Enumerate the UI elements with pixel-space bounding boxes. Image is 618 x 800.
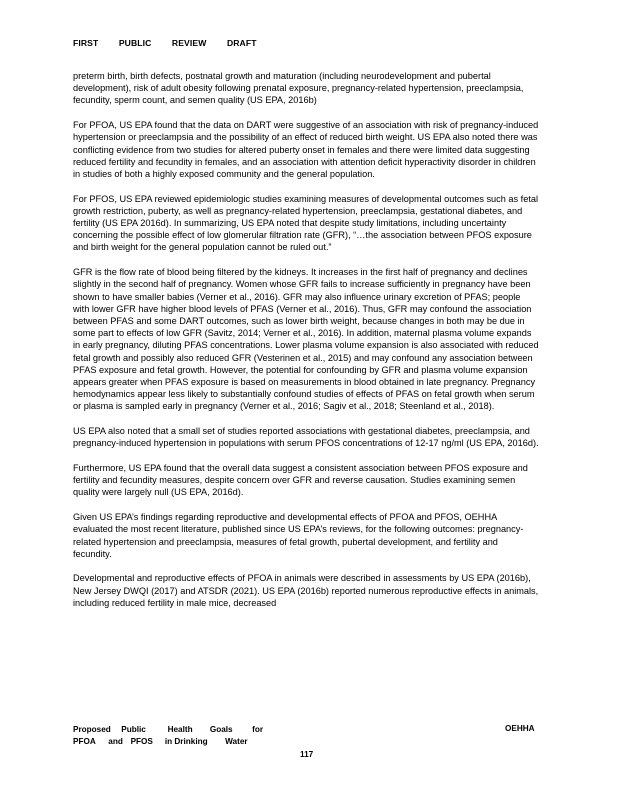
page-number: 117 (300, 750, 314, 759)
paragraph-animal-effects: Developmental and reproductive effects of PFOA in animals were described in assessments by US EPA (2016b), New Jersey DWQI (2017) and ATSDR (2021). US EPA (2016b) reported numerous reproductive effects in animals, including reduced fertility in male mice, decreased (73, 573, 539, 608)
paragraph-pfos: For PFOS, US EPA reviewed epidemiologic studies examining measures of developmental outcomes such as fetal growth restriction, puberty, as well as pregnancy-related hypertension, preeclampsia, gestational diabetes, and fertility (US EPA 2016d). In summarizing, US EPA noted that despite study limitations, including uncertainty concerning the possible effect of low glomerular filtration rate (GFR), “…the association between PFOS exposure and birth weight for the general population cannot be ruled out.” (73, 193, 539, 253)
footer-agency: OEHHA (505, 724, 535, 733)
paragraph-gfr: GFR is the flow rate of blood being filtered by the kidneys. It increases in the first half of pregnancy and declines slightly in the second half of pregnancy. Women whose GFR fails to increase sufficiently in pregnancy have been shown to have smaller babies (Verner et al., 2016). GFR may also influence urinary excretion of PFAS; people with lower GFR have higher blood levels of PFAS (Verner et al., 2016). Thus, GFR may confound the association between PFAS and some DART outcomes, such as lower birth weight, because changes in both may be due in some part to effects of low GFR (Savitz, 2014; Verner et al., 2016). In addition, maternal plasma volume expands in early pregnancy, diluting PFAS concentrations. Lower plasma volume expansion is also associated with reduced fetal growth and possibly also reduced GFR (Vesterinen et al., 2015) and may confound any association between PFAS exposure and fetal growth. However, the potential for confounding by GFR and plasma volume expansion appears greater when PFAS exposure is based on measurements in blood obtained in late pregnancy. Pregnancy hemodynamics appear less likely to substantially confound studies of effects of PFAS on fetal growth when serum or plasma is sampled early in pregnancy (Verner et al., 2016; Sagiv et al., 2018; Steenland et al., 2018). (73, 267, 539, 412)
header-word: REVIEW (171, 38, 207, 48)
header-word: PUBLIC (118, 38, 152, 48)
footer-word: for (252, 725, 264, 734)
footer-word: Health (167, 725, 193, 734)
header-word: DRAFT (226, 38, 257, 48)
footer-word: Water (225, 737, 248, 746)
footer-word: and (108, 737, 123, 746)
paragraph-pfoa: For PFOA, US EPA found that the data on DART were suggestive of an association with risk of pregnancy-induced hypertension or preeclampsia and the possibility of an effect of reduced birth weight. US EPA also noted there was conflicting evidence from two studies for altered puberty onset in females and there were limited data suggesting reduced fertility and fecundity in females, and an association with attention deficit hyperactivity disorder in children in studies of both a highly exposed community and the general population. (73, 120, 539, 179)
footer-title (73, 724, 263, 748)
header-word: FIRST (73, 38, 99, 48)
paragraph-dart-outcomes: preterm birth, birth defects, postnatal growth and maturation (including neurodevelopment and pubertal development), risk of adult obesity following prenatal exposure, pregnancy-related hypertension, preeclampsia, fecundity, sperm count, and semen quality (US EPA, 2016b) (73, 71, 524, 106)
footer-word: Proposed (73, 725, 111, 734)
footer-word: in Drinking (164, 737, 208, 746)
paragraph-oehha-evaluation: Given US EPA’s findings regarding reproductive and developmental effects of PFOA and PFOS, OEHHA evaluated the most recent literature, published since US EPA’s reviews, for the following outcomes: pregnancy-related hypertension and preeclampsia, measures of fetal growth, pubertal development, and fertility and fecundity. (73, 512, 524, 559)
page-header (73, 38, 275, 48)
document-body (73, 70, 539, 622)
paragraph-fertility: Furthermore, US EPA found that the overall data suggest a consistent association between PFOS exposure and fertility and fecundity measures, despite concern over GFR and reverse causation. Studies examining semen quality were largely null (US EPA, 2016d). (73, 462, 528, 498)
paragraph-gestational-diabetes: US EPA also noted that a small set of studies reported associations with gestational diabetes, preeclampsia, and pregnancy-induced hypertension in populations with serum PFOS concentrations of 12-17 ng/ml (US EPA, 2016d). (73, 426, 539, 449)
footer-word: PFOS (130, 737, 153, 746)
footer-word: Goals (209, 725, 233, 734)
footer-word: PFOA (73, 737, 96, 746)
footer-word: Public (121, 725, 146, 734)
